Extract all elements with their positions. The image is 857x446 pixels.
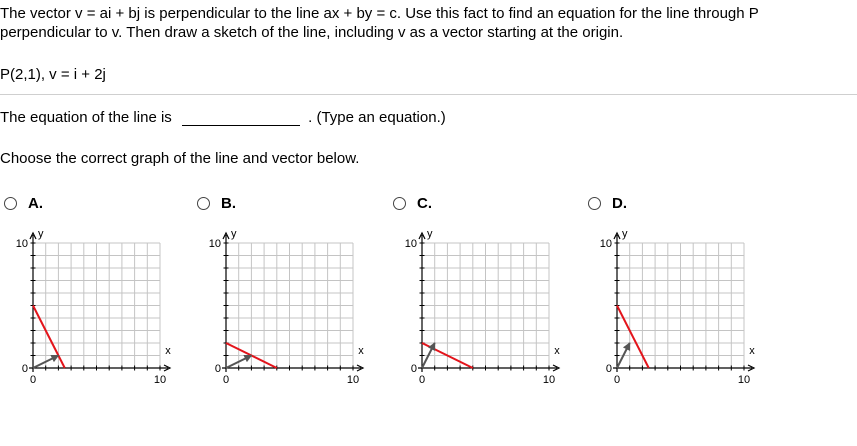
y-tick-label: 0 xyxy=(214,363,221,375)
x-tick-label: 10 xyxy=(346,374,360,386)
graph-option-c xyxy=(392,224,582,394)
x-axis-label: x xyxy=(749,345,755,357)
radio-button-c[interactable] xyxy=(393,197,406,210)
grid xyxy=(422,243,549,368)
problem-line-2: perpendicular to v. Then draw a sketch of the line, including v as a vector starting at the origin. xyxy=(0,24,624,41)
y-tick-label: 0 xyxy=(21,363,28,375)
option-label: D. xyxy=(612,195,627,212)
equation-hint: . (Type an equation.) xyxy=(308,109,446,126)
radio-button-a[interactable] xyxy=(4,197,17,210)
option-d[interactable] xyxy=(587,197,787,397)
equation-answer-input[interactable] xyxy=(182,109,300,126)
grid xyxy=(617,243,744,368)
y-axis-label: y xyxy=(427,228,433,240)
problem-line-1: The vector v = ai + bj is perpendicular to the line ax + by = c. Use this fact to find an equation for the line through P xyxy=(0,5,759,22)
radio-button-d[interactable] xyxy=(588,197,601,210)
y-axis-label: y xyxy=(231,228,237,240)
grid xyxy=(226,243,353,368)
equation-label: The equation of the line is xyxy=(0,109,172,126)
line-plot xyxy=(33,306,65,369)
x-tick-label: 10 xyxy=(153,374,167,386)
graph-option-b xyxy=(196,224,386,394)
y-tick-label: 10 xyxy=(15,238,28,250)
option-label: C. xyxy=(417,195,432,212)
y-tick-label: 0 xyxy=(410,363,417,375)
x-axis-label: x xyxy=(358,345,364,357)
graph-option-d xyxy=(587,224,777,394)
x-tick-label: 10 xyxy=(542,374,556,386)
x-tick-label: 0 xyxy=(222,374,230,386)
x-axis-label: x xyxy=(554,345,560,357)
graph-option-a xyxy=(3,224,193,394)
option-a[interactable] xyxy=(3,197,203,397)
x-tick-label: 0 xyxy=(613,374,621,386)
divider xyxy=(0,94,857,95)
y-axis-label: y xyxy=(38,228,44,240)
option-c[interactable] xyxy=(392,197,592,397)
grid xyxy=(33,243,160,368)
given-values: P(2,1), v = i + 2j xyxy=(0,66,106,83)
x-tick-label: 0 xyxy=(418,374,426,386)
x-tick-label: 10 xyxy=(737,374,751,386)
y-tick-label: 10 xyxy=(404,238,417,250)
x-tick-label: 0 xyxy=(29,374,37,386)
x-axis-label: x xyxy=(165,345,171,357)
y-tick-label: 10 xyxy=(208,238,221,250)
option-label: A. xyxy=(28,195,43,212)
y-tick-label: 10 xyxy=(599,238,612,250)
y-tick-label: 0 xyxy=(605,363,612,375)
equation-row xyxy=(0,109,446,126)
problem-statement xyxy=(0,4,759,42)
option-b[interactable] xyxy=(196,197,396,397)
option-label: B. xyxy=(221,195,236,212)
radio-button-b[interactable] xyxy=(197,197,210,210)
y-axis-label: y xyxy=(622,228,628,240)
choose-prompt: Choose the correct graph of the line and vector below. xyxy=(0,150,360,167)
